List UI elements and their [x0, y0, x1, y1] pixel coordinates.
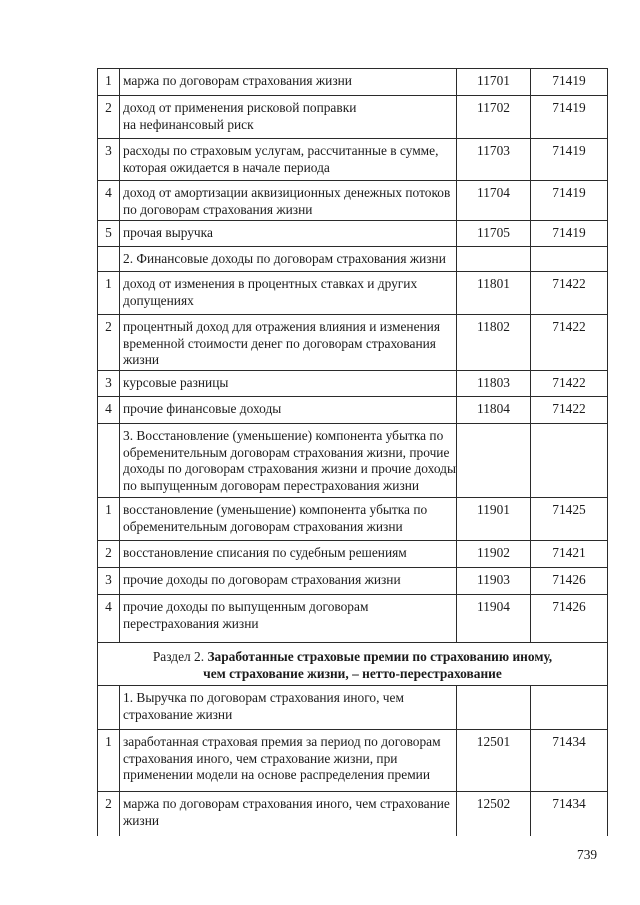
subheading-title: 2. Финансовые доходы по договорам страхования жизни [120, 247, 457, 272]
table-row [98, 181, 608, 221]
row-code: 11903 [457, 568, 531, 595]
row-description: прочие доходы по выпущенным договорам перестрахования жизни [120, 595, 457, 643]
row-account: 71421 [531, 541, 608, 568]
row-account: 71422 [531, 397, 608, 424]
table-row [98, 139, 608, 181]
row-code: 11902 [457, 541, 531, 568]
table-row [98, 595, 608, 643]
row-number: 3 [98, 568, 120, 595]
row-number: 1 [98, 498, 120, 541]
table-row [98, 69, 608, 96]
table-row [98, 568, 608, 595]
row-number: 3 [98, 371, 120, 397]
row-number: 2 [98, 792, 120, 836]
row-number: 5 [98, 221, 120, 247]
row-account: 71434 [531, 730, 608, 792]
subheading-row [98, 424, 608, 498]
section-title: Заработанные страховые премии по страхованию иному, чем страхование жизни, – нетто-перестрахование [203, 649, 553, 681]
row-code: 11705 [457, 221, 531, 247]
row-number: 3 [98, 139, 120, 181]
row-code: 11702 [457, 96, 531, 139]
data-table [97, 68, 608, 836]
table-row [98, 498, 608, 541]
subheading-row [98, 247, 608, 272]
row-description: маржа по договорам страхования иного, чем страхование жизни [120, 792, 457, 836]
table-row [98, 221, 608, 247]
empty-account-cell [531, 424, 608, 498]
empty-code-cell [457, 424, 531, 498]
row-description: доход от применения рисковой поправки на нефинансовый риск [120, 96, 457, 139]
row-description: восстановление (уменьшение) компонента убытка по обременительным договорам страхования жизни [120, 498, 457, 541]
empty-number-cell [98, 686, 120, 730]
page-number: 739 [577, 847, 598, 862]
empty-code-cell [457, 686, 531, 730]
section-heading [98, 643, 608, 686]
row-account: 71426 [531, 595, 608, 643]
row-description: доход от изменения в процентных ставках и других допущениях [120, 272, 457, 315]
row-number: 4 [98, 397, 120, 424]
row-account: 71419 [531, 96, 608, 139]
row-number: 2 [98, 315, 120, 371]
table-row [98, 541, 608, 568]
row-account: 71422 [531, 371, 608, 397]
row-code: 12502 [457, 792, 531, 836]
row-code: 11701 [457, 69, 531, 96]
row-description: прочая выручка [120, 221, 457, 247]
row-description: заработанная страховая премия за период по договорам страхования иного, чем страхование жизни, при применении модели на основе распределения премии [120, 730, 457, 792]
section-row [98, 643, 608, 686]
table-row [98, 371, 608, 397]
row-account: 71419 [531, 221, 608, 247]
row-number: 1 [98, 69, 120, 96]
row-number: 1 [98, 730, 120, 792]
subheading-row [98, 686, 608, 730]
table-row [98, 272, 608, 315]
table-row [98, 397, 608, 424]
subheading-title: 3. Восстановление (уменьшение) компонента убытка по обременительным договорам страхования жизни, прочие доходы по договорам страхования жизни и прочие доходы по выпущенным договорам перестрахования жизни [120, 424, 457, 498]
row-number: 4 [98, 181, 120, 221]
table-row [98, 792, 608, 836]
row-description: процентный доход для отражения влияния и изменения временной стоимости денег по договорам страхования жизни [120, 315, 457, 371]
row-code: 11904 [457, 595, 531, 643]
row-account: 71425 [531, 498, 608, 541]
row-code: 11704 [457, 181, 531, 221]
row-account: 71419 [531, 69, 608, 96]
row-account: 71419 [531, 181, 608, 221]
row-account: 71419 [531, 139, 608, 181]
row-description: прочие финансовые доходы [120, 397, 457, 424]
row-account: 71422 [531, 315, 608, 371]
row-code: 11804 [457, 397, 531, 424]
row-code: 11801 [457, 272, 531, 315]
empty-number-cell [98, 247, 120, 272]
row-code: 11901 [457, 498, 531, 541]
table-row [98, 315, 608, 371]
empty-number-cell [98, 424, 120, 498]
empty-account-cell [531, 686, 608, 730]
subheading-title: 1. Выручка по договорам страхования иного, чем страхование жизни [120, 686, 457, 730]
row-account: 71422 [531, 272, 608, 315]
row-number: 2 [98, 96, 120, 139]
table-row [98, 730, 608, 792]
row-description: расходы по страховым услугам, рассчитанные в сумме, которая ожидается в начале периода [120, 139, 457, 181]
section-label: Раздел 2. [152, 649, 205, 664]
row-description: доход от амортизации аквизиционных денежных потоков по договорам страхования жизни [120, 181, 457, 221]
row-account: 71426 [531, 568, 608, 595]
row-number: 4 [98, 595, 120, 643]
row-account: 71434 [531, 792, 608, 836]
row-code: 11803 [457, 371, 531, 397]
row-code: 12501 [457, 730, 531, 792]
table-row [98, 96, 608, 139]
empty-account-cell [531, 247, 608, 272]
row-number: 2 [98, 541, 120, 568]
row-description: маржа по договорам страхования жизни [120, 69, 457, 96]
row-description: восстановление списания по судебным решениям [120, 541, 457, 568]
row-description: прочие доходы по договорам страхования жизни [120, 568, 457, 595]
row-number: 1 [98, 272, 120, 315]
row-code: 11802 [457, 315, 531, 371]
empty-code-cell [457, 247, 531, 272]
row-code: 11703 [457, 139, 531, 181]
row-description: курсовые разницы [120, 371, 457, 397]
